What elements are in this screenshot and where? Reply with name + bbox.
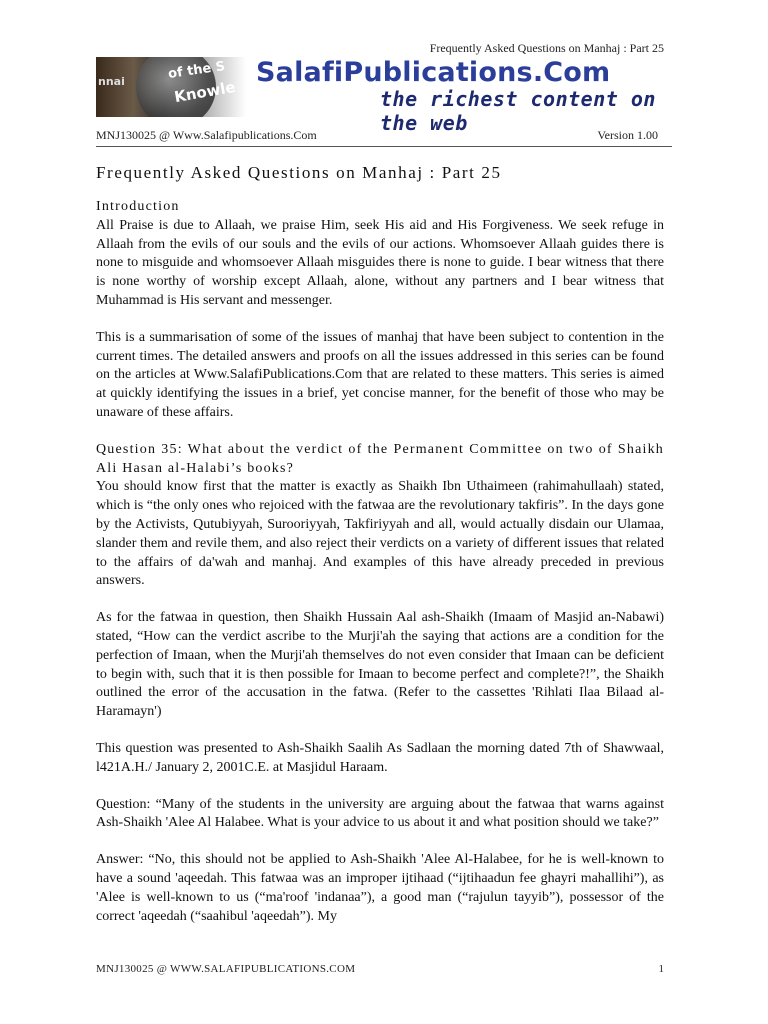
answer-paragraph: Question: “Many of the students in the university are arguing about the fatwaa that warns against Ash-Shaikh 'Alee Al Halabee. What is your advice to us about it and what position should we take?”: [96, 796, 664, 831]
banner-image-text: of the S: [167, 59, 227, 82]
document-version: Version 1.00: [597, 128, 658, 142]
banner-logo-image: [96, 57, 246, 117]
answer-paragraph: You should know first that the matter is exactly as Shaikh Ibn Uthaimeen (rahimahullaah) stated, which is “the only ones who rejoiced with the fatwaa are the revolutionary takfiris”. In the days gone by the Activists, Qutubiyyah, Surooriyyah, Takfiriyyah and all, would actually disdain our Ulamaa, slander them and revile them, and also reject their verdicts on a variety of different issues that related to the affairs of da'wah and manhaj. And examples of this have already preceded in previous answers.: [96, 479, 664, 589]
answer-paragraph: As for the fatwaa in question, then Shaikh Hussain Aal ash-Shaikh (Imaam of Masjid an-Nabawi) stated, “How can the verdict ascribe to the Murji'ah the saying that actions are a condition for the perfection of Imaan, when the Murji'ah themselves do not even consider that Imaan can be deficient to begin with, such that it is then possible for Imaan to become perfect and complete?!”, the Shaikh outlined the error of the accusation in the fatwa. (Refer to the cassettes 'Rihlati Ilaa Bilaad al-Haramayn'): [96, 610, 664, 720]
document-reference-line: [96, 128, 672, 147]
document-reference: MNJ130025 @ Www.Salafipublications.Com: [96, 128, 317, 142]
page-footer: [96, 963, 664, 975]
banner-image-text: Knowle: [172, 77, 237, 107]
intro-heading: Introduction: [96, 199, 180, 214]
document-title: Frequently Asked Questions on Manhaj : Part 25: [96, 163, 502, 182]
banner-image-text: nnai: [98, 75, 125, 88]
site-name: SalafiPublications.Com: [256, 57, 611, 88]
document-body: [96, 198, 664, 944]
intro-paragraph: All Praise is due to Allaah, we praise Him, seek His aid and His Forgiveness. We seek refuge in Allaah from the evils of our souls and the evils of our actions. Whomsoever Allaah guides there is none to misguide and whomsoever Allaah misguides there is none to guide. I bear witness that there is none worthy of worship except Allaah, alone, without any partners and I bear witness that Muhammad is His servant and messenger.: [96, 217, 664, 308]
intro-paragraph: This is a summarisation of some of the issues of manhaj that have been subject to contention in the current times. The detailed answers and proofs on all the issues addressed in this series can be found on the articles at Www.SalafiPublications.Com that are related to these matters. This series is aimed at quickly identifying the issues in a brief, yet concise manner, for the benefit of those who may be unaware of these affairs.: [96, 329, 664, 420]
site-tagline: the richest content on the web: [380, 87, 656, 135]
question-heading: Question 35: What about the verdict of the Permanent Committee on two of Shaikh Ali Hasan al-Halabi’s books?: [96, 441, 664, 476]
answer-paragraph: Answer: “No, this should not be applied to Ash-Shaikh 'Alee Al-Halabee, for he is well-known to have a sound 'aqeedah. This fatwaa was an improper ijtihaad (“ijtihaadun fee ghayri mahallihi”), as 'Alee is well-known to us (“ma'roof 'indanaa”), a good man (“rajulun tayyib”), possessor of the correct 'aqeedah (“saahibul 'aqeedah”). My: [96, 852, 664, 924]
answer-paragraph: This question was presented to Ash-Shaikh Saalih As Sadlaan the morning dated 7th of Shawwaal, l421A.H./ January 2, 2001C.E. at Masjidul Haraam.: [96, 740, 664, 775]
footer-reference: MNJ130025 @ WWW.SALAFIPUBLICATIONS.COM: [96, 963, 356, 975]
running-header: Frequently Asked Questions on Manhaj : Part 25: [429, 41, 664, 55]
page-number: 1: [658, 963, 664, 975]
